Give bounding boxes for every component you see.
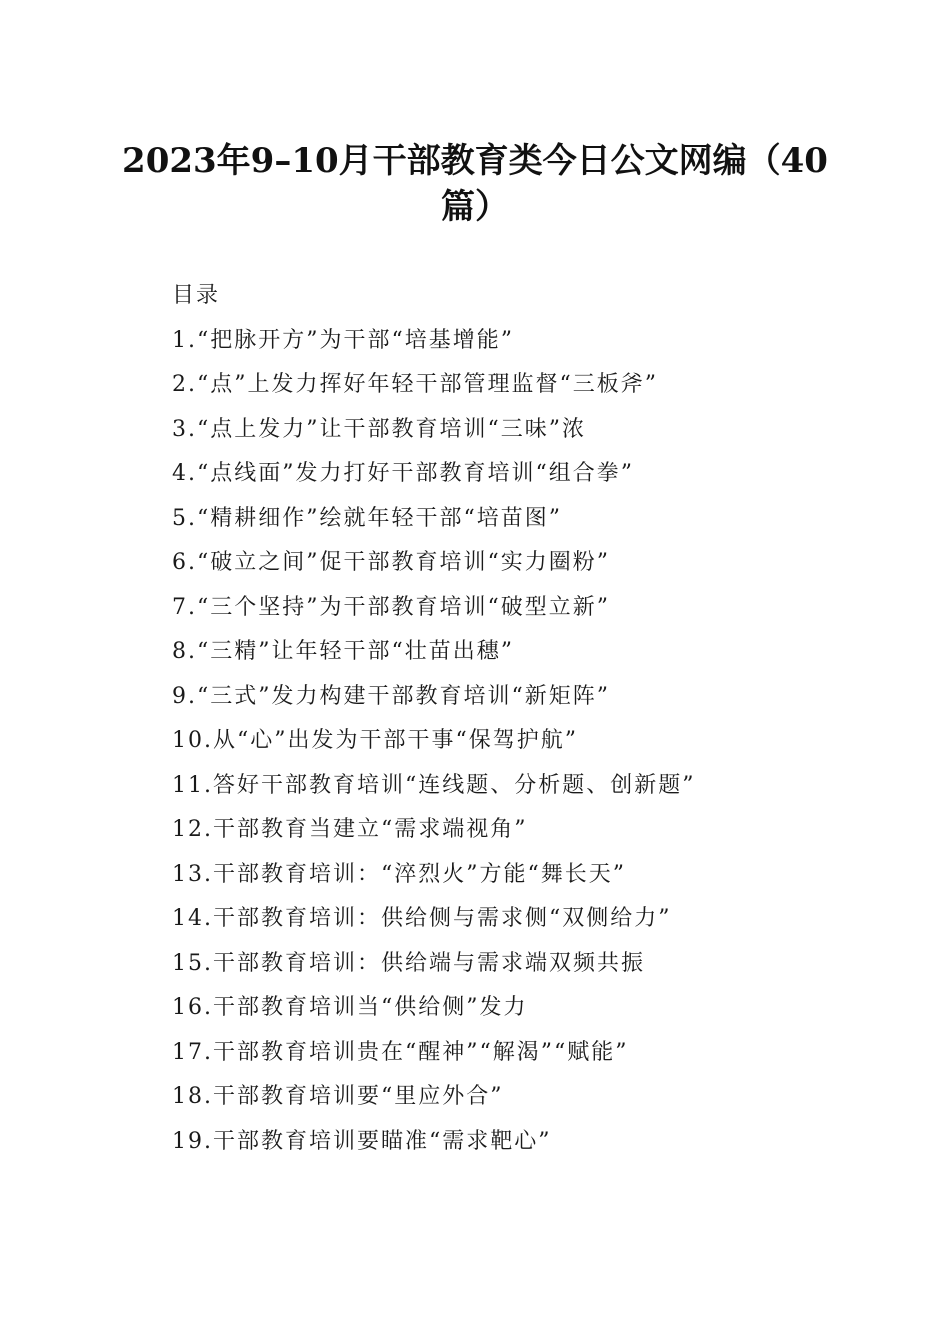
toc-item[interactable]: 2.“点”上发力挥好年轻干部管理监督“三板斧”	[172, 372, 658, 397]
toc-item[interactable]: 15.干部教育培训：供给端与需求端双频共振	[172, 950, 645, 976]
toc-item[interactable]: 3.“点上发力”让干部教育培训“三味”浓	[172, 416, 586, 442]
toc-item[interactable]: 8.“三精”让年轻干部“壮苗出穗”	[172, 639, 514, 664]
document-title: 2023年9–10月干部教育类今日公文网编（40篇）	[122, 141, 828, 227]
toc-list	[172, 325, 812, 1171]
toc-item[interactable]: 10.从“心”出发为干部干事“保驾护航”	[172, 728, 578, 753]
toc-item[interactable]: 4.“点线面”发力打好干部教育培训“组合拳”	[172, 461, 634, 486]
toc-item[interactable]: 14.干部教育培训：供给侧与需求侧“双侧给力”	[172, 906, 672, 931]
toc-item[interactable]: 7.“三个坚持”为干部教育培训“破型立新”	[172, 594, 610, 620]
toc-item[interactable]: 18.干部教育培训要“里应外合”	[172, 1084, 504, 1109]
toc-item[interactable]: 6.“破立之间”促干部教育培训“实力圈粉”	[172, 550, 610, 575]
toc-item[interactable]: 1.“把脉开方”为干部“培基增能”	[172, 327, 514, 353]
toc-item[interactable]: 16.干部教育培训当“供给侧”发力	[172, 995, 528, 1020]
toc-item[interactable]: 17.干部教育培训贵在“醒神”“解渴”“赋能”	[172, 1039, 629, 1065]
toc-item[interactable]: 19.干部教育培训要瞄准“需求靶心”	[172, 1128, 552, 1154]
toc-item[interactable]: 12.干部教育当建立“需求端视角”	[172, 817, 528, 842]
toc-item[interactable]: 9.“三式”发力构建干部教育培训“新矩阵”	[172, 683, 610, 709]
table-of-contents	[172, 280, 812, 1170]
toc-item[interactable]: 5.“精耕细作”绘就年轻干部“培苗图”	[172, 505, 562, 531]
toc-heading: 目录	[172, 283, 221, 308]
toc-item[interactable]: 11.答好干部教育培训“连线题、分析题、创新题”	[172, 772, 696, 798]
toc-item[interactable]: 13.干部教育培训：“淬烈火”方能“舞长天”	[172, 861, 626, 887]
